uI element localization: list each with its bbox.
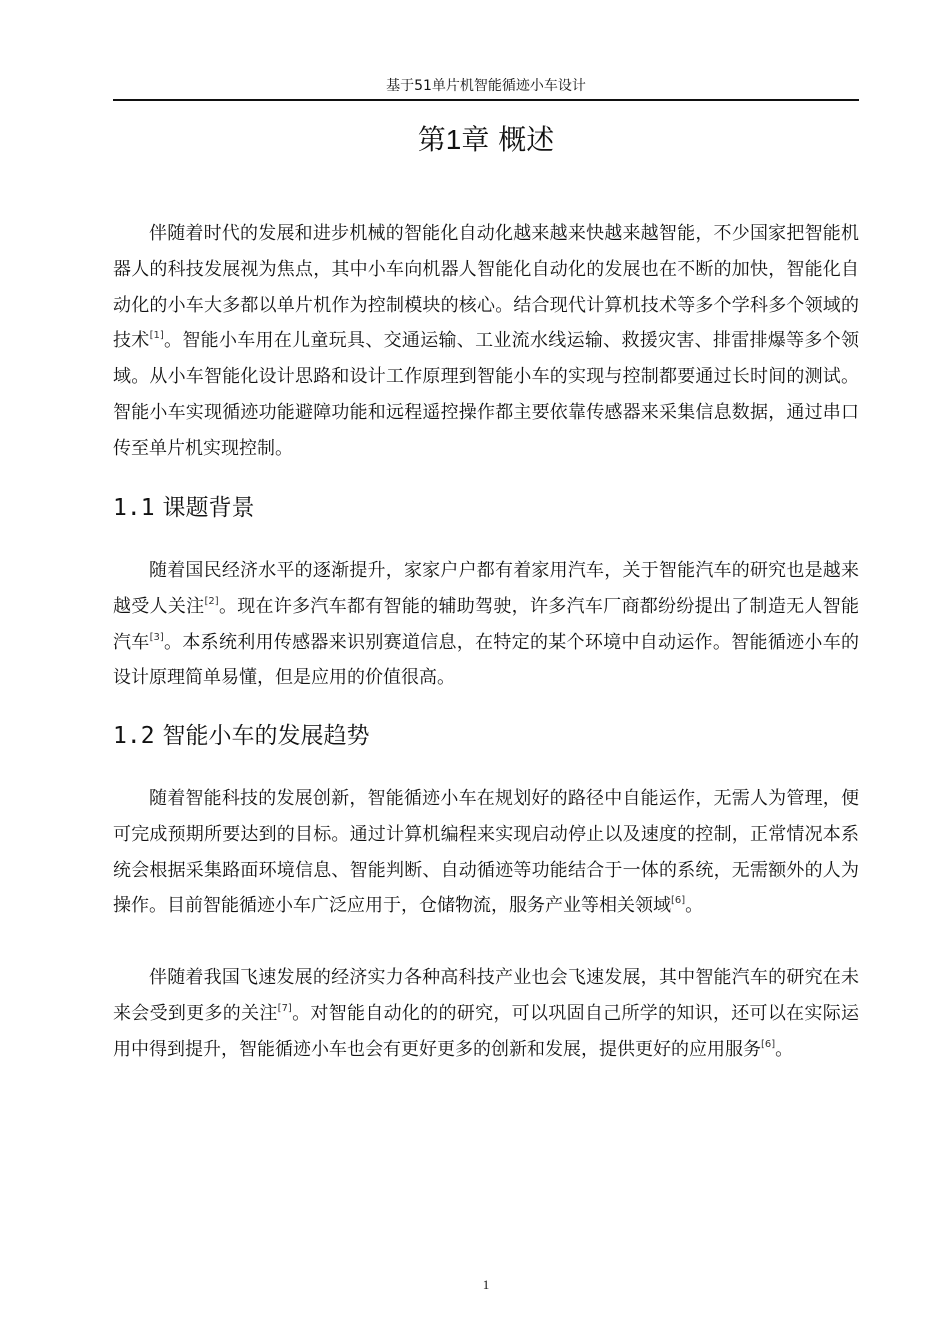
- paragraph-text: 。本系统利用传感器来识别赛道信息，在特定的某个环境中自动运作。智能循迹小车的设计原理简单易懂，但是应用的价值很高。: [113, 631, 859, 689]
- section-number: 1.1: [113, 495, 155, 521]
- paragraph-text: 伴随着我国飞速发展的经济实力各种高科技产业也会飞速发展，其中智能汽车的研究在未来会受到更多的关注: [113, 967, 859, 1024]
- intro-text-a: 伴随着时代的发展和进步机械的智能化自动化越来越来快越来越智能，不少国家把智能机器人的科技发展视为焦点，其中小车向机器人智能化自动化的发展也在不断的加快，智能化自动化的小车大多都以单片机作为控制模块的核心。结合现代计算机技术等多个学科多个领域的技术: [113, 223, 859, 352]
- citation-ref: [3]: [149, 631, 164, 643]
- citation-ref: [7]: [277, 1002, 292, 1014]
- section-number: 1.2: [113, 723, 155, 749]
- paragraph-text: 。: [685, 895, 704, 917]
- citation-ref: [1]: [149, 330, 164, 342]
- paragraph-text: 。现在许多汽车都有智能的辅助驾驶，许多汽车厂商都纷纷提出了制造无人智能汽车: [113, 595, 860, 653]
- running-header: 基于51单片机智能循迹小车设计: [386, 78, 586, 94]
- chapter-suffix: 章 概述: [461, 123, 555, 156]
- citation-ref: [6]: [671, 895, 686, 907]
- citation-ref: [2]: [204, 595, 219, 607]
- chapter-prefix: 第: [417, 123, 446, 156]
- chapter-number: 1: [445, 124, 462, 155]
- citation-ref: [6]: [761, 1038, 776, 1050]
- intro-text-b: 。智能小车用在儿童玩具、交通运输、工业流水线运输、救援灾害、排雷排爆等多个领域。从小车智能化设计思路和设计工作原理到智能小车的实现与控制都要通过长时间的测试。智能小车实现循迹功能避障功能和远程遥控操作都主要依靠传感器来采集信息数据，通过串口传至单片机实现控制。: [113, 330, 859, 459]
- paragraph-text: 随着国民经济水平的逐渐提升，家家户户都有着家用汽车，关于智能汽车的研究也是越来越受人关注: [113, 560, 859, 617]
- section-1-1-paragraph: [113, 553, 859, 696]
- paragraph-text: 。对智能自动化的的研究，可以巩固自己所学的知识，还可以在实际运用中得到提升，智能循迹小车也会有更好更多的创新和发展，提供更好的应用服务: [113, 1002, 860, 1060]
- section-title: 智能小车的发展趋势: [162, 723, 370, 749]
- section-1-2-paragraph-2: [113, 960, 859, 1067]
- section-title: 课题背景: [162, 495, 255, 521]
- section-heading-1-2: [113, 718, 859, 754]
- section-heading-1-1: [113, 490, 859, 526]
- chapter-title: [113, 118, 859, 162]
- intro-paragraph: [113, 216, 859, 467]
- page-number: 1: [482, 1277, 490, 1292]
- paragraph-text: 。: [775, 1038, 794, 1060]
- section-1-2-paragraph-1: [113, 781, 859, 924]
- paragraph-text: 随着智能科技的发展创新，智能循迹小车在规划好的路径中自能运作，无需人为管理，便可完成预期所要达到的目标。通过计算机编程来实现启动停止以及速度的控制，正常情况本系统会根据采集路面环境信息、智能判断、自动循迹等功能结合于一体的系统，无需额外的人为操作。目前智能循迹小车广泛应用于，仓储物流，服务产业等相关领域: [113, 788, 859, 917]
- header-rule: [113, 99, 859, 101]
